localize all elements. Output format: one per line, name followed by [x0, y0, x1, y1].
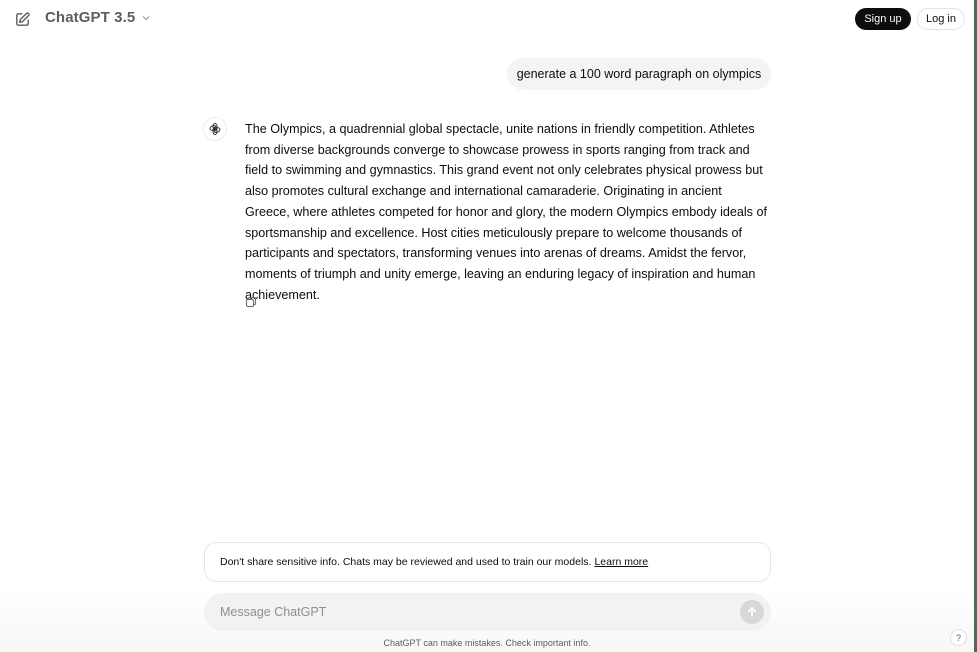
learn-more-link[interactable]: Learn more [594, 556, 649, 568]
log-in-button[interactable]: Log in [917, 8, 965, 30]
sign-up-button[interactable]: Sign up [855, 8, 911, 30]
new-chat-button[interactable] [12, 9, 32, 29]
notice-text: Don't share sensitive info. Chats may be reviewed and used to train our models. [220, 556, 592, 568]
disclaimer-text: ChatGPT can make mistakes. Check important info. [383, 638, 591, 648]
message-input[interactable] [220, 593, 730, 631]
help-button[interactable]: ? [950, 629, 967, 646]
privacy-notice [204, 542, 771, 582]
copy-button[interactable] [243, 294, 258, 309]
assistant-avatar [203, 117, 227, 141]
message-composer [204, 593, 771, 631]
arrow-up-icon [746, 606, 758, 618]
send-button[interactable] [740, 600, 764, 624]
assistant-message: The Olympics, a quadrennial global spectacle, unite nations in friendly competition. Athletes from diverse backgrounds converge to showcase prowess in sports ranging from track and field to swimming and gymnastics. This grand event not only celebrates physical prowess but also promotes cultural exchange and international camaraderie. Originating in ancient Greece, where athletes competed for honor and glory, the modern Olympics embody ideals of sportsmanship and excellence. Host cities meticulously prepare to welcome thousands of participants and spectators, transforming venues into arenas of dreams. Amidst the fervor, moments of triumph and unity emerge, leaving an enduring legacy of inspiration and human achievement. [245, 122, 767, 302]
pencil-square-icon [14, 11, 31, 28]
user-message: generate a 100 word paragraph on olympics [507, 58, 771, 90]
openai-logo-icon [208, 122, 222, 136]
top-bar [0, 0, 974, 38]
model-label: ChatGPT 3.5 [45, 9, 136, 26]
model-selector[interactable] [45, 9, 151, 26]
chevron-down-icon [141, 13, 151, 23]
copy-icon [245, 296, 257, 308]
